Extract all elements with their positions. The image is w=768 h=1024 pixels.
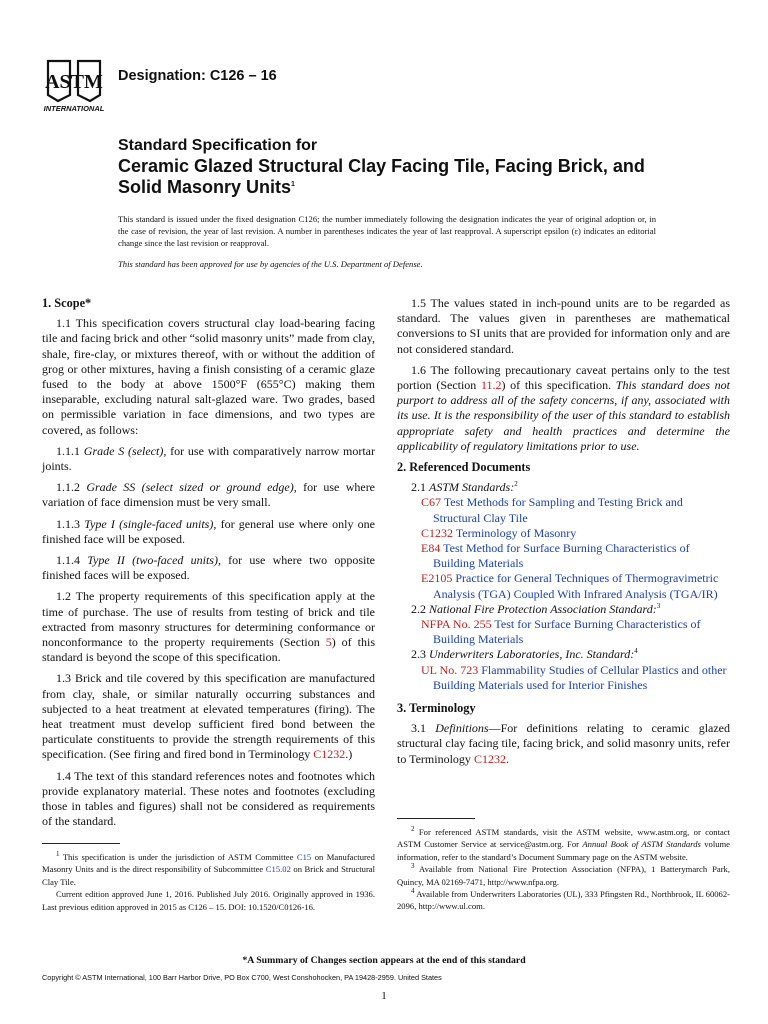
astm-logo bbox=[38, 55, 110, 117]
para-1-5: 1.5 The values stated in inch-pound units are to be regarded as standard. The values given in parentheses are mathematical conversions to SI units that are provided for information only and are not considered standard. bbox=[397, 296, 730, 356]
reference-title[interactable]: Test for Surface Burning Characteristics of Building Materials bbox=[433, 617, 701, 647]
para-text: —For definitions relating to ceramic glazed structural clay facing tile, facing brick, and solid masonry units, refer to Terminology bbox=[397, 721, 731, 766]
grade-s-label: Grade S (select), bbox=[83, 443, 167, 458]
footnote-4 bbox=[397, 888, 730, 913]
reference-e84[interactable] bbox=[409, 541, 730, 571]
para-text: for use where two opposite finished faces will be exposed. bbox=[42, 553, 376, 583]
footnote-mark: 3 bbox=[656, 601, 661, 610]
para-text: ) of this standard is beyond the scope of this specification. bbox=[42, 635, 375, 665]
issued-notice: This standard is issued under the fixed designation C126; the number immediately following the designation indicates the year of original adoption or, in the case of revision, the year of last revision. A number in parentheses indicates the year of last reapproval. A superscript epsilon (ε) indicates an editorial change since the last revision or reapproval. bbox=[118, 214, 656, 248]
footnote-mark: 2 bbox=[514, 480, 518, 489]
para-text: . bbox=[505, 751, 509, 766]
section-heading-terminology: 3. Terminology bbox=[397, 701, 476, 716]
document-title bbox=[118, 136, 678, 198]
right-column bbox=[397, 296, 730, 767]
section-5-link[interactable]: 5 bbox=[325, 635, 332, 650]
para-number: 1.1.2 bbox=[56, 480, 80, 495]
reference-title[interactable]: Test Method for Surface Burning Characteristics of Building Materials bbox=[433, 541, 690, 571]
para-1-1-2 bbox=[42, 480, 375, 510]
footnote-text: Available from Underwriters Laboratories (UL), 333 Pfingsten Rd., Northbrook, IL 60062-2096, http://www.ul.com. bbox=[397, 889, 730, 912]
reference-title[interactable]: Test Methods for Sampling and Testing Brick and Structural Clay Tile bbox=[433, 495, 683, 525]
footnote-1 bbox=[42, 851, 375, 888]
footnote-text: For referenced ASTM standards, visit the ASTM website, www.astm.org, or contact ASTM Customer Service at service@astm.org. For bbox=[397, 827, 730, 850]
footnote-text: on Brick and Structural Clay Tile. bbox=[42, 864, 376, 887]
para-text: for use where variation of face dimension must be very small. bbox=[42, 480, 376, 510]
para-text: National Fire Protection Association Standard: bbox=[429, 601, 657, 616]
copyright-line: Copyright © ASTM International, 100 Barr Harbor Drive, PO Box C700, West Conshohocken, PA 19428-2959. United States bbox=[42, 973, 442, 982]
ul-standard-label bbox=[397, 647, 730, 662]
page-number: 1 bbox=[381, 990, 387, 1002]
para-number: 2.2 bbox=[411, 601, 426, 616]
para-text: for use with comparatively narrow mortar joints. bbox=[42, 443, 376, 474]
svg-text:INTERNATIONAL: INTERNATIONAL bbox=[43, 104, 105, 113]
para-text: 1.6 The following precautionary caveat pertains only to the test portion (Section bbox=[397, 362, 730, 393]
footnote-2 bbox=[397, 826, 730, 863]
para-1-3 bbox=[42, 671, 375, 762]
footnote-mark: 4 bbox=[411, 887, 415, 896]
definitions-label: Definitions bbox=[435, 721, 489, 736]
footnotes-left bbox=[42, 851, 375, 913]
ul-reference-list bbox=[397, 663, 730, 693]
footnote-text: on Manufactured Masonry Units and is the direct responsibility of Subcommittee bbox=[42, 852, 375, 875]
para-number: 2.1 bbox=[411, 480, 426, 495]
reference-code[interactable]: C1232 bbox=[421, 525, 454, 540]
type-i-label: Type I (single-faced units), bbox=[84, 516, 217, 531]
para-text: ASTM Standards: bbox=[429, 480, 515, 495]
footnote-text: Annual Book of ASTM Standards bbox=[582, 839, 701, 850]
reference-e2105[interactable] bbox=[409, 571, 730, 601]
left-column bbox=[42, 296, 375, 836]
reference-c1232[interactable] bbox=[409, 526, 730, 541]
footnote-divider bbox=[397, 818, 475, 819]
para-1-2 bbox=[42, 589, 375, 665]
nfpa-standard-label bbox=[397, 602, 730, 617]
para-3-1 bbox=[397, 721, 730, 767]
section-heading-scope: 1. Scope* bbox=[42, 296, 92, 310]
reference-title[interactable]: Terminology of Masonry bbox=[455, 525, 577, 540]
footnote-1-edition: Current edition approved June 1, 2016. Published July 2016. Originally approved in 1936. Last previous edition approved in 2015 as C126 – 15. DOI: 10.1520/C0126-16. bbox=[42, 889, 375, 912]
reference-nfpa-255[interactable] bbox=[409, 617, 730, 647]
grade-ss-label: Grade SS (select sized or ground edge), bbox=[86, 480, 297, 495]
para-number: 3.1 bbox=[411, 721, 426, 736]
title-main bbox=[118, 156, 678, 198]
reference-title[interactable]: Practice for General Techniques of Thermogravimetric Analysis (TGA) Coupled With Infrared Analysis (TGA/IR) bbox=[433, 571, 719, 601]
footnote-mark: 3 bbox=[411, 862, 415, 871]
footnote-mark: 1 bbox=[56, 850, 60, 859]
para-1-1-3 bbox=[42, 517, 375, 547]
safety-caveat: This standard does not purport to address all of the safety concerns, if any, associated with its use. It is the responsibility of the user of this standard to establish appropriate safety and health practices and determine the applicability of regulatory limitations prior to use. bbox=[397, 378, 730, 453]
reference-title[interactable]: Flammability Studies of Cellular Plastics and other Building Materials used for Interior Finishes bbox=[433, 662, 727, 692]
section-11-2-link[interactable]: 11.2 bbox=[480, 378, 502, 393]
para-text: Underwriters Laboratories, Inc. Standard: bbox=[429, 647, 635, 662]
para-1-1: 1.1 This specification covers structural clay load-bearing facing tile and facing brick and other “solid masonry units” made from clay, shale, fire-clay, or mixtures thereof, with or without the addition of grog or other mixtures, having a finish consisting of a ceramic glaze fused to the body at above 1500°F (655°C) making them inseparable, excluding natural salt-glazed ware. Two grades, based on permissible variation in face dimensions, and two types are covered, as follows: bbox=[42, 316, 375, 437]
para-text: 1.3 Brick and tile covered by this specification are manufactured from clay, shale, or similar naturally occurring substances and subjected to a heat treatment at elevated temperatures (firing). The heat treatment must develop sufficient fired bond between the particulate constituents to provide the strength requirements of this specification. (See firing and fired bond in Terminology bbox=[42, 671, 375, 762]
title-prefix: Standard Specification for bbox=[118, 137, 318, 154]
reference-ul-723[interactable] bbox=[409, 663, 730, 693]
astm-standards-label bbox=[397, 480, 730, 495]
summary-of-changes-note: *A Summary of Changes section appears at the end of this standard bbox=[242, 955, 526, 966]
approved-notice: This standard has been approved for use by agencies of the U.S. Department of Defense. bbox=[118, 259, 423, 269]
para-1-4: 1.4 The text of this standard references notes and footnotes which provide explanatory material. These notes and footnotes (excluding those in tables and figures) shall not be considered as requirements of the standard. bbox=[42, 768, 375, 829]
para-1-1-4 bbox=[42, 553, 375, 583]
para-text: ) of this specification. bbox=[501, 378, 612, 393]
para-number: 1.1.1 bbox=[56, 443, 80, 458]
nfpa-reference-list bbox=[397, 617, 730, 647]
svg-text:ASTM: ASTM bbox=[45, 71, 103, 93]
reference-code[interactable]: C67 bbox=[421, 495, 442, 510]
designation: Designation: C126 – 16 bbox=[118, 68, 277, 84]
footnote-mark: 2 bbox=[411, 825, 415, 834]
title-text: Ceramic Glazed Structural Clay Facing Tile, Facing Brick, and Solid Masonry Units bbox=[118, 156, 645, 197]
para-1-6 bbox=[397, 363, 730, 454]
committee-c15-link[interactable]: C15 bbox=[296, 852, 312, 862]
para-text: for general use where only one finished face will be exposed. bbox=[42, 516, 375, 546]
footnote-text: Available from National Fire Protection Association (NFPA), 1 Batterymarch Park, Quincy, MA 02169-7471, http://www.nfpa.org. bbox=[397, 864, 730, 887]
para-text: 1.2 The property requirements of this specification apply at the time of purchase. The use of results from testing of brick and tile extracted from masonry structures for determining conformance or nonconformance to the property requirements (Section bbox=[42, 589, 375, 650]
footnote-mark: 4 bbox=[634, 647, 638, 656]
c1232-link[interactable]: C1232 bbox=[313, 747, 346, 762]
footnote-text: volume information, refer to the standard’s Document Summary page on the ASTM website. bbox=[397, 839, 730, 862]
para-text: .) bbox=[345, 747, 353, 762]
section-heading-referenced: 2. Referenced Documents bbox=[397, 460, 531, 475]
title-footnote-mark: 1 bbox=[291, 181, 295, 188]
c1232-link[interactable]: C1232 bbox=[473, 751, 506, 766]
para-number: 1.1.4 bbox=[56, 553, 80, 568]
reference-code[interactable]: NFPA No. 255 bbox=[421, 617, 492, 632]
para-number: 1.1.3 bbox=[56, 516, 80, 531]
footnote-3 bbox=[397, 863, 730, 888]
para-1-1-1 bbox=[42, 444, 375, 474]
reference-c67[interactable] bbox=[409, 495, 730, 525]
type-ii-label: Type II (two-faced units), bbox=[87, 553, 221, 568]
footnotes-right bbox=[397, 826, 730, 913]
reference-code[interactable]: E84 bbox=[421, 541, 441, 556]
astm-reference-list bbox=[397, 495, 730, 601]
reference-code[interactable]: UL No. 723 bbox=[421, 662, 479, 677]
footnote-divider bbox=[42, 843, 120, 844]
reference-code[interactable]: E2105 bbox=[421, 571, 453, 586]
para-number: 2.3 bbox=[411, 647, 426, 662]
subcommittee-c15-02-link[interactable]: C15.02 bbox=[265, 864, 291, 875]
footnote-text: This specification is under the jurisdiction of ASTM Committee bbox=[62, 852, 294, 862]
